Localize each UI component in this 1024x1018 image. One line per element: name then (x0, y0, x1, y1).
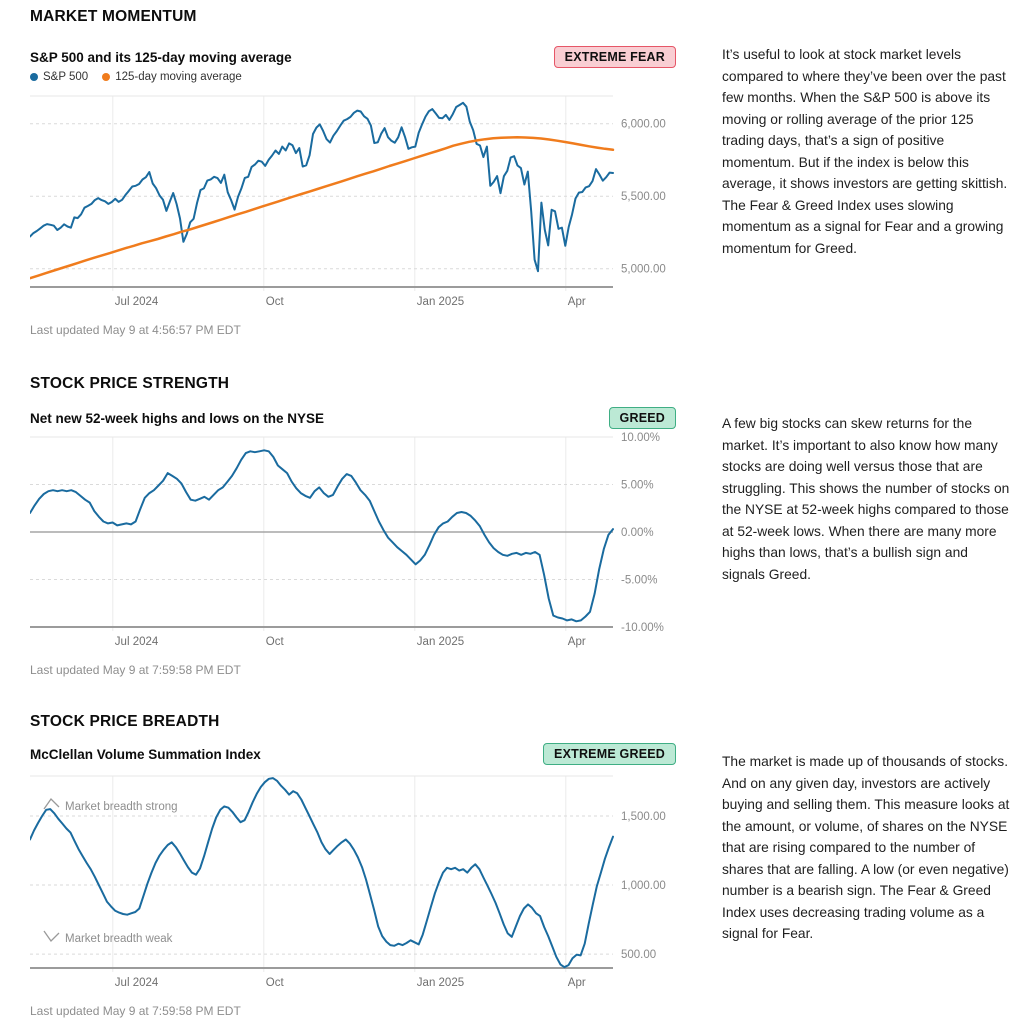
highs-lows-chart-container (30, 429, 692, 658)
breadth-text-column (722, 713, 1010, 945)
breadth-description: The market is made up of thousands of stocks. And on any given day, investors are actively buying and selling them. This measure looks at the amount, or volume, of shares on the NYSE that are rising compared to the number of shares that are falling. A low (or even negative) number is a bearish sign. The Fear & Greed Index uses decreasing trading volume as a signal for Fear. (722, 754, 1010, 942)
svg-text:1,500.00: 1,500.00 (621, 811, 666, 823)
breadth-last-updated: Last updated May 9 at 7:59:58 PM EDT (30, 1004, 241, 1018)
svg-text:Jan 2025: Jan 2025 (416, 296, 465, 308)
sp500-dot-icon (30, 73, 38, 81)
svg-text:Jul 2024: Jul 2024 (114, 636, 159, 648)
svg-text:Jul 2024: Jul 2024 (114, 296, 159, 308)
momentum-title-row (30, 46, 676, 68)
svg-text:Oct: Oct (265, 296, 284, 308)
legend-item-sp500 (30, 71, 88, 83)
breadth-status-badge: EXTREME GREED (543, 743, 676, 765)
moving-average-dot-icon (102, 73, 110, 81)
svg-text:Jan 2025: Jan 2025 (416, 636, 465, 648)
legend-label-sp500: S&P 500 (43, 71, 89, 83)
momentum-chart-title: S&P 500 and its 125-day moving average (30, 49, 292, 65)
svg-text:-10.00%: -10.00% (621, 622, 664, 634)
net-new-highs-lows-chart (30, 429, 680, 653)
svg-text:Apr: Apr (567, 977, 586, 989)
strength-chart-title: Net new 52-week highs and lows on the NYSE (30, 410, 325, 426)
momentum-last-updated: Last updated May 9 at 4:56:57 PM EDT (30, 323, 241, 337)
section-header-stock-price-strength: STOCK PRICE STRENGTH (30, 375, 230, 392)
svg-text:Apr: Apr (567, 636, 586, 648)
legend-item-moving-average (102, 71, 242, 83)
strength-description: A few big stocks can skew returns for the market. It’s important to also know how many stocks are doing well versus those that are struggling. This shows the number of stocks on the NYSE at 52-week highs compared to those at 52-week lows. When there are many more highs than lows, that’s a bullish sign and signals Greed. (722, 416, 1010, 582)
breadth-chart-column (30, 713, 692, 1018)
section-header-market-momentum: MARKET MOMENTUM (30, 8, 197, 25)
momentum-status-badge: EXTREME FEAR (554, 46, 676, 68)
svg-text:Market breadth weak: Market breadth weak (65, 933, 173, 945)
svg-text:Market breadth strong: Market breadth strong (65, 801, 178, 813)
section-stock-price-strength (30, 375, 1010, 677)
svg-text:5.00%: 5.00% (621, 479, 654, 492)
svg-text:10.00%: 10.00% (621, 432, 661, 444)
legend-label-moving-average: 125-day moving average (115, 71, 242, 83)
svg-text:Oct: Oct (265, 636, 284, 648)
momentum-description: It’s useful to look at stock market levels compared to where they’ve been over the past few months. When the S&P 500 is above its moving or rolling average of the prior 125 trading days, that’s a sign of positive momentum. But if the index is below this average, it shows investors are getting skittish. The Fear & Greed Index uses slowing momentum as a signal for Fear and a growing momentum for Greed. (722, 47, 1008, 256)
svg-text:6,000.00: 6,000.00 (621, 118, 666, 131)
section-stock-price-breadth (30, 713, 1010, 1018)
momentum-chart-column (30, 8, 692, 337)
breadth-title-row (30, 743, 676, 765)
momentum-text-column (722, 8, 1010, 259)
strength-chart-column (30, 375, 692, 677)
sp500-chart-container (30, 88, 692, 318)
svg-text:5,500.00: 5,500.00 (621, 191, 666, 204)
section-market-momentum (30, 8, 1010, 337)
mcclellan-chart-container (30, 768, 692, 999)
breadth-chart-title: McClellan Volume Summation Index (30, 746, 261, 762)
strength-status-badge: GREED (609, 407, 676, 429)
svg-text:1,000.00: 1,000.00 (621, 880, 666, 892)
svg-text:-5.00%: -5.00% (621, 574, 658, 587)
mcclellan-volume-summation-chart (30, 768, 680, 994)
svg-text:Oct: Oct (265, 977, 284, 989)
svg-text:500.00: 500.00 (621, 949, 657, 962)
svg-text:0.00%: 0.00% (621, 527, 654, 539)
strength-last-updated: Last updated May 9 at 7:59:58 PM EDT (30, 663, 241, 677)
svg-text:Apr: Apr (567, 296, 586, 308)
sp500-moving-average-chart (30, 88, 680, 313)
svg-text:5,000.00: 5,000.00 (621, 263, 666, 276)
svg-text:Jan 2025: Jan 2025 (416, 977, 465, 989)
section-header-stock-price-breadth: STOCK PRICE BREADTH (30, 713, 220, 730)
strength-title-row (30, 407, 676, 429)
svg-text:Jul 2024: Jul 2024 (114, 977, 159, 989)
momentum-legend (30, 71, 692, 83)
strength-text-column (722, 375, 1010, 585)
